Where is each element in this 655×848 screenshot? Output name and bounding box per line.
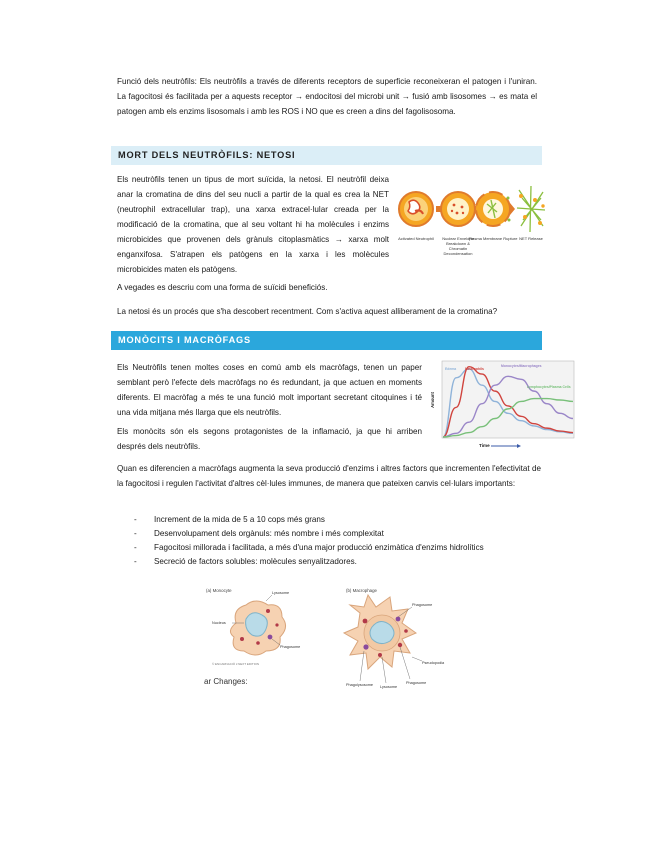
stage-label-3: Plasma Membrane Rupture	[468, 236, 518, 241]
legend-label-neutrophils: Neutrophils	[465, 367, 484, 371]
chart-y-label: Amount	[430, 392, 435, 408]
activated-neutrophil-cell	[399, 192, 433, 226]
monocits-paragraph-1: Els Neutròfils tenen moltes coses en comú amb els macròfags, tenen un paper semblant però l'efecte dels macròfags no és redundant, ja que actuen en moments diferents. El macròfag a més te una funció molt important secretant citoquines i té una vida mitjana més llarga que els neutròfils.	[117, 363, 422, 417]
list-item: - Increment de la mida de 5 a 10 cops més grans	[134, 515, 325, 524]
stage-label-4: NET Release	[519, 236, 543, 241]
figure-caption-fragment: ar Changes:	[204, 677, 248, 686]
label-phagosome-b: Phagosome	[412, 603, 433, 607]
chart-x-label: Time	[479, 443, 490, 448]
section-heading-monocits: MONÒCITS I MACRÒFAGS	[111, 331, 542, 350]
netosis-figure	[397, 176, 545, 258]
panel-b-title: (b) Macrophage	[346, 588, 377, 593]
netosi-paragraph-2: A vegades es descriu com una forma de suïcidi beneficiós.	[117, 283, 328, 292]
list-item: - Fagocitosi millorada i facilitada, a més d'una major producció enzimàtica d'enzims hidrolítics	[134, 543, 484, 552]
section-heading-netosi: MORT DELS NEUTRÒFILS: NETOSI	[111, 146, 542, 165]
netosi-paragraph: Els neutròfils tenen un tipus de mort suïcida, la netosi. El neutròfil deixa anar la cromatina de dins del seu nucli a partir de la qual es crea la NET (neutrophil extracellular trap), una xarxa extracel·lular creada per la modificació de la cromatina, que al seu voltant hi ha molècules i enzims microbicides que provenen dels grànuls citoplasmàtics → xarxa molt enganxifosa. S'atrapen els patògens en la xarxa i les molècules microbicides maten els patògens.	[117, 175, 389, 274]
macrophage-changes-list	[134, 513, 484, 569]
monocits-paragraph-2: Els monòcits són els segons protagonistes de la inflamació, ja que hi arriben després dels neutròfils.	[117, 427, 422, 451]
monocits-paragraph-3: Quan es diferencien a macròfags augmenta la seva producció d'enzims i altres factors que incrementen l'efectivitat de la fagocitosi i regulen l'activitat d'altres cèl·lules immunes, de manera que pateixen canvis cel·lulars importants:	[117, 464, 541, 488]
label-lysosome-a: Lysosome	[272, 591, 290, 595]
label-lysosome-b: Lysosome	[380, 685, 398, 689]
label-pseudopodia-b: Pseudopodia	[422, 661, 445, 665]
legend-label-edema: Edema	[445, 367, 457, 371]
legend-label-lymphocytes-plasma-cells: Lymphocytes/Plasma Cells	[527, 385, 571, 389]
inflammation-kinetics-chart	[429, 358, 577, 453]
figure-copyright: © ENCARNACIÓ L'NEXT EDITION	[212, 662, 260, 666]
list-item: - Desenvolupament dels orgànuls: més nombre i més complexitat	[134, 529, 384, 538]
plasma-membrane-rupture-cell	[476, 192, 511, 226]
stage-label-2: Nuclear Envelope Breakdown & Chromatin Decondensation	[442, 236, 474, 256]
panel-a-title: (a) Monocyte	[206, 588, 232, 593]
chromatin-decondensation-cell	[441, 192, 475, 226]
label-phagosome-b2: Phagosome	[406, 681, 427, 685]
net-release-web	[517, 186, 545, 232]
legend-label-monocytes-macrophages: Monocytes/Macrophages	[501, 364, 542, 368]
macrophage-panel	[344, 588, 445, 689]
intro-paragraph: Funció dels neutròfils: Els neutròfils a través de diferents receptors de superficie reconeixeran el patogen i l'uniran. La fagocitosi és facilitada per a aquests receptor → endocitosi del microbi unit → fusió amb lisosomes → es mata el patogen amb els enzims lisosomals i amb les ROS i NO que es creen a dins del fagolisosoma.	[117, 77, 537, 116]
netosi-paragraph-3: La netosi és un procés que s'ha descobert recentment. Com s'activa aquest alliberament de la cromatina?	[117, 307, 498, 316]
label-phagosome-a: Phagosome	[280, 645, 301, 649]
label-phagolysosome-b: Phagolysosome	[346, 683, 374, 687]
list-item: - Secreció de factors solubles: molècules senyalitzadores.	[134, 557, 357, 566]
label-nucleus-a: Nucleus	[212, 621, 226, 625]
monocyte-panel	[206, 588, 300, 666]
stage-label-1: Activated Neutrophil	[398, 236, 434, 241]
